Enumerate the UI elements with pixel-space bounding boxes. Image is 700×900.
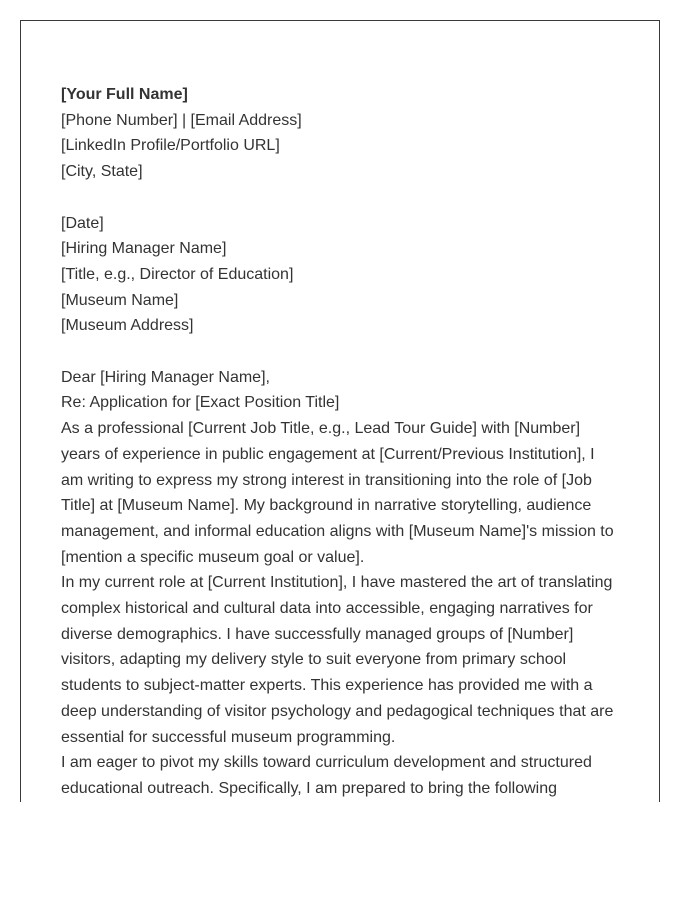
paragraph-line: am writing to express my strong interest in transitioning into the role of [Job xyxy=(61,471,592,489)
paragraph-3 xyxy=(61,750,621,801)
paragraph-line: students to subject-matter experts. This experience has provided me with a xyxy=(61,677,593,695)
paragraph-line: Title] at [Museum Name]. My background in narrative storytelling, audience xyxy=(61,497,592,515)
paragraph-line: deep understanding of visitor psychology and pedagogical techniques that are xyxy=(61,702,614,720)
paragraph-line: diverse demographics. I have successfully managed groups of [Number] xyxy=(61,625,574,643)
paragraph-line: management, and informal education aligns with [Museum Name]'s mission to xyxy=(61,522,614,540)
spacer xyxy=(61,185,621,211)
letter-date: [Date] xyxy=(61,214,104,232)
paragraph-line: educational outreach. Specifically, I am prepared to bring the following xyxy=(61,779,557,797)
museum-address: [Museum Address] xyxy=(61,317,194,335)
paragraph-line: I am eager to pivot my skills toward curriculum development and structured xyxy=(61,754,592,772)
cover-letter-body xyxy=(61,82,621,802)
museum-name: [Museum Name] xyxy=(61,291,179,309)
paragraph-line: visitors, adapting my delivery style to suit everyone from primary school xyxy=(61,651,567,669)
spacer xyxy=(61,339,621,365)
salutation: Dear [Hiring Manager Name], xyxy=(61,368,270,386)
paragraph-line: [mention a specific museum goal or value]. xyxy=(61,548,365,566)
paragraph-1 xyxy=(61,416,621,570)
paragraph-line: complex historical and cultural data into accessible, engaging narratives for xyxy=(61,600,593,618)
sender-profile-url: [LinkedIn Profile/Portfolio URL] xyxy=(61,137,280,155)
paragraph-2 xyxy=(61,570,621,750)
sender-location: [City, State] xyxy=(61,163,143,181)
paragraph-line: As a professional [Current Job Title, e.g., Lead Tour Guide] with [Number] xyxy=(61,420,581,438)
sender-name: [Your Full Name] xyxy=(61,86,188,103)
recipient-title: [Title, e.g., Director of Education] xyxy=(61,265,294,283)
sender-contact: [Phone Number] | [Email Address] xyxy=(61,111,302,129)
paragraph-line: years of experience in public engagement at [Current/Previous Institution], I xyxy=(61,445,595,463)
recipient-name: [Hiring Manager Name] xyxy=(61,240,227,258)
paragraph-line: essential for successful museum programming. xyxy=(61,728,396,746)
paragraph-line: In my current role at [Current Institution], I have mastered the art of translating xyxy=(61,574,613,592)
document-page xyxy=(20,20,660,802)
subject-line: Re: Application for [Exact Position Title] xyxy=(61,394,340,412)
